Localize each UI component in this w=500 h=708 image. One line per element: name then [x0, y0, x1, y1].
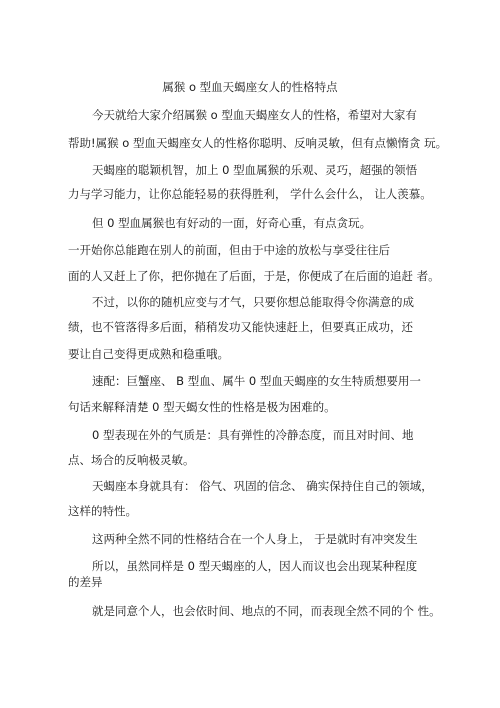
- text-line: 不过，以你的随机应变与才气，只要你想总能取得令你满意的成: [92, 295, 414, 309]
- text-line: 要让自己变得更成熟和稳重哦。: [68, 347, 229, 361]
- text-line: 天蝎座本身就具有： 俗气、巩固的信念、 确实保持住自己的领域，: [92, 479, 433, 493]
- text-line: 句话来解释清楚 0 型天蝎女性的性格是极为困难的。: [68, 400, 336, 414]
- text-line: 一开始你总能跑在别人的前面，但由于中途的放松与享受往往后: [68, 243, 390, 257]
- text-line: 0 型表现在外的气质是：具有弹性的冷静态度，而且对时间、地: [92, 428, 414, 442]
- text-line: 点、场合的反响极灵敏。: [68, 453, 195, 467]
- text-line: 所以，虽然同样是 0 型天蝎座的人，因人而议也会出现某种程度: [92, 559, 418, 573]
- text-line: 绩，也不管落得多后面，稍稍发功又能快速赶上，但要真正成功，还: [68, 320, 413, 334]
- text-line: 速配：巨蟹座、 B 型血、属牛 0 型血天蝎座的女生特质想要用一: [92, 374, 421, 388]
- text-line: 帮助!属猴 o 型血天蝎座女人的性格你聪明、反响灵敏，但有点懒惰贪 玩。: [68, 136, 448, 150]
- text-line: 这两种全然不同的性格结合在一个人身上， 于是就时有冲突发生: [92, 532, 418, 546]
- text-line: 力与学习能力，让你总能轻易的获得胜利， 学什么会什么， 让人羡慕。: [68, 187, 432, 201]
- text-line: 今天就给大家介绍属猴 o 型血天蝎座女人的性格，希望对大家有: [92, 108, 417, 122]
- text-line: 的差异: [68, 575, 103, 589]
- document-title: 属猴 o 型血天蝎座女人的性格特点: [162, 80, 338, 94]
- text-line: 就是同意个人，也会依时间、地点的不同，而表现全然不同的个 性。: [92, 604, 441, 618]
- text-line: 面的人又赶上了你，把你抛在了后面，于是，你便成了在后面的追赶 者。: [68, 269, 440, 283]
- text-line: 但 0 型血属猴也有好动的一面，好奇心重，有点贪玩。: [92, 216, 372, 230]
- text-line: 天蝎座的聪颖机智，加上 0 型血属猴的乐观、灵巧，超强的领悟: [92, 163, 418, 177]
- text-line: 这样的特性。: [68, 504, 137, 518]
